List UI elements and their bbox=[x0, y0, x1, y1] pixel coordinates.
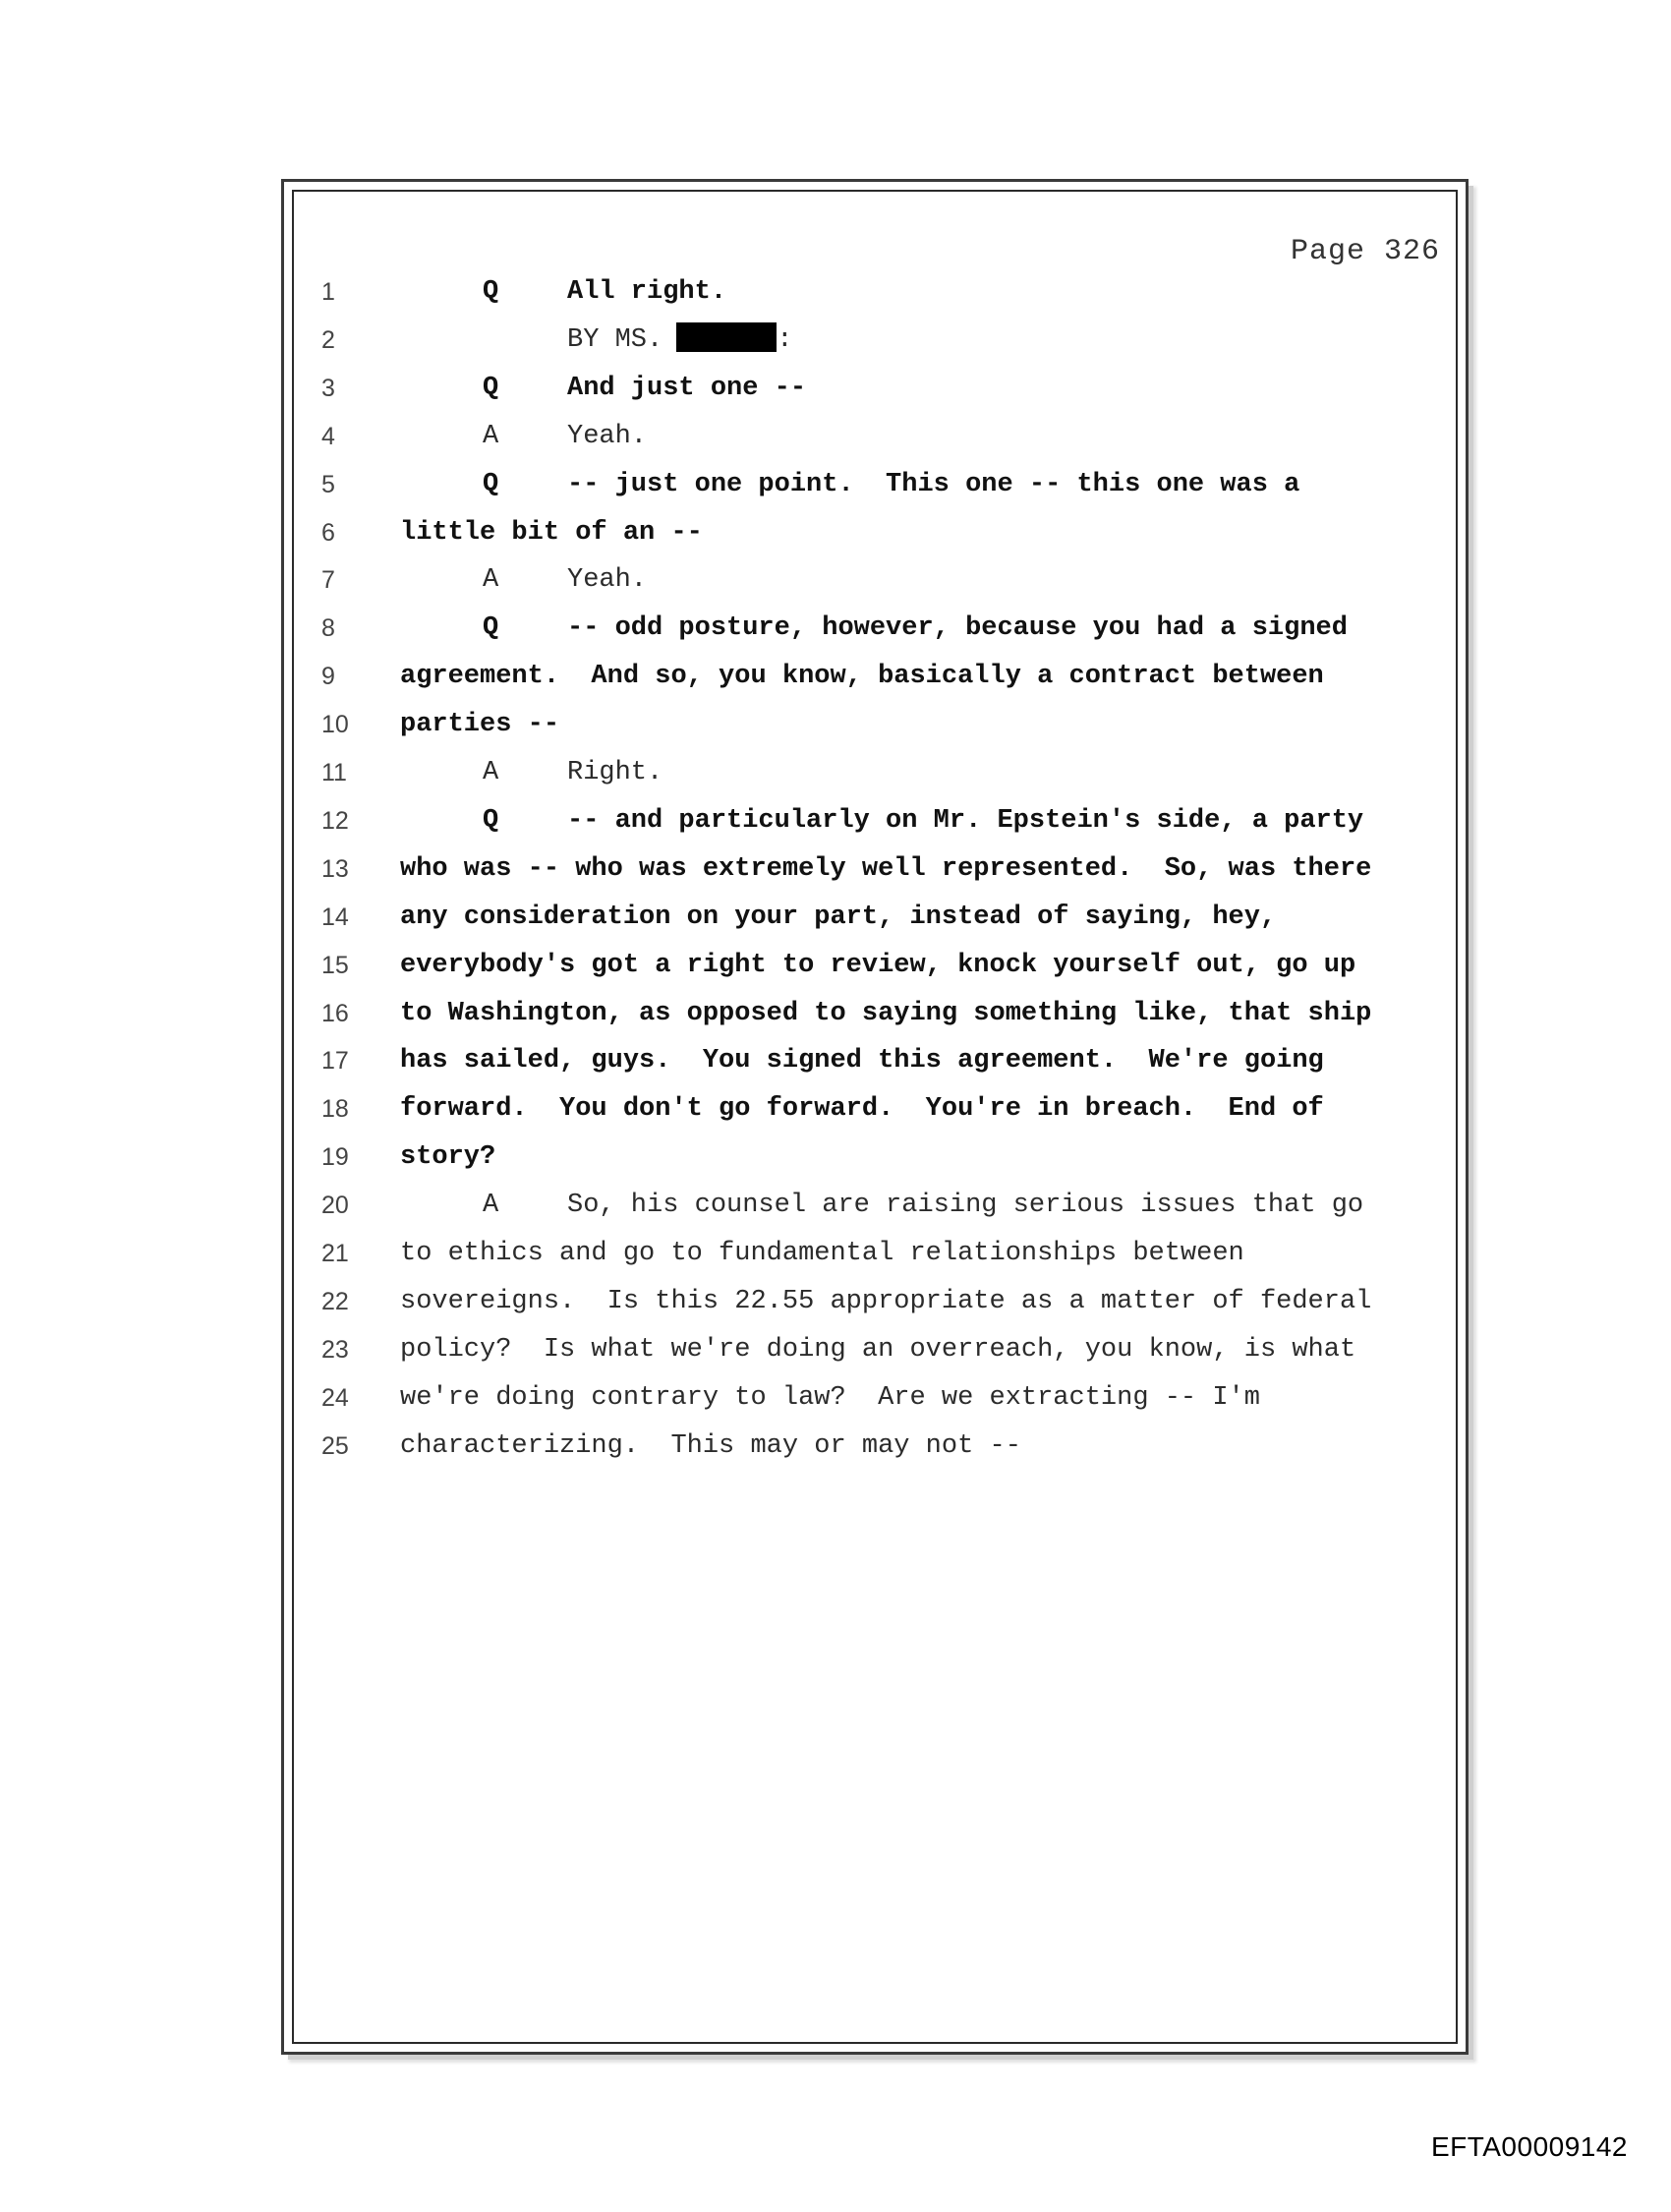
answer-marker: A bbox=[483, 422, 499, 451]
line-text: All right. bbox=[567, 277, 727, 307]
transcript-line bbox=[284, 1426, 1466, 1466]
question-marker: Q bbox=[483, 613, 499, 643]
transcript-line bbox=[284, 1041, 1466, 1080]
transcript-line bbox=[284, 1234, 1466, 1273]
line-text: Right. bbox=[567, 758, 663, 787]
question-marker: Q bbox=[483, 806, 499, 836]
line-text: -- odd posture, however, because you had a signed bbox=[567, 613, 1348, 643]
byline-suffix: : bbox=[777, 325, 793, 355]
line-number: 8 bbox=[321, 614, 335, 642]
question-marker: Q bbox=[483, 374, 499, 403]
transcript-line bbox=[284, 609, 1466, 648]
transcript-line bbox=[284, 1378, 1466, 1418]
transcript-page-frame bbox=[281, 179, 1469, 2055]
line-text: any consideration on your part, instead of saying, hey, bbox=[400, 902, 1277, 932]
line-number: 2 bbox=[321, 326, 335, 354]
transcript-line bbox=[284, 369, 1466, 408]
line-text: who was -- who was extremely well represented. So, was there bbox=[400, 854, 1372, 884]
line-text: everybody's got a right to review, knock yourself out, go up bbox=[400, 951, 1356, 980]
line-text: Yeah. bbox=[567, 422, 648, 451]
line-number: 4 bbox=[321, 423, 335, 450]
line-text: to ethics and go to fundamental relationships between bbox=[400, 1239, 1244, 1268]
line-text: agreement. And so, you know, basically a contract between bbox=[400, 662, 1324, 691]
transcript-line bbox=[284, 1330, 1466, 1369]
line-number: 10 bbox=[321, 711, 349, 738]
transcript-line bbox=[284, 657, 1466, 696]
redaction-block bbox=[676, 322, 777, 352]
line-number: 6 bbox=[321, 519, 335, 547]
transcript-line bbox=[284, 1282, 1466, 1321]
line-number: 20 bbox=[321, 1192, 349, 1219]
line-text: policy? Is what we're doing an overreach, you know, is what bbox=[400, 1335, 1356, 1365]
line-text: sovereigns. Is this 22.55 appropriate as a matter of federal bbox=[400, 1287, 1372, 1316]
document-id: EFTA00009142 bbox=[1430, 2131, 1628, 2162]
line-text: Yeah. bbox=[567, 565, 648, 595]
transcript-line bbox=[284, 417, 1466, 456]
transcript-line bbox=[284, 849, 1466, 889]
transcript-line bbox=[284, 801, 1466, 841]
transcript-line bbox=[284, 898, 1466, 937]
examiner-byline bbox=[567, 320, 792, 360]
line-text: characterizing. This may or may not -- bbox=[400, 1431, 1021, 1461]
transcript-line bbox=[284, 1186, 1466, 1225]
line-text: has sailed, guys. You signed this agreement. We're going bbox=[400, 1046, 1324, 1076]
line-text: forward. You don't go forward. You're in breach. End of bbox=[400, 1094, 1324, 1124]
line-number: 17 bbox=[321, 1047, 349, 1075]
line-text: And just one -- bbox=[567, 374, 807, 403]
line-number: 5 bbox=[321, 471, 335, 498]
answer-marker: A bbox=[483, 565, 499, 595]
answer-marker: A bbox=[483, 758, 499, 787]
question-marker: Q bbox=[483, 277, 499, 307]
transcript-line bbox=[284, 320, 1466, 360]
transcript-line bbox=[284, 1089, 1466, 1129]
line-number: 15 bbox=[321, 952, 349, 979]
page-number: Page 326 bbox=[1290, 235, 1440, 268]
line-number: 9 bbox=[321, 663, 335, 690]
transcript-line bbox=[284, 560, 1466, 600]
line-number: 3 bbox=[321, 375, 335, 402]
line-number: 21 bbox=[321, 1240, 349, 1267]
line-text: -- and particularly on Mr. Epstein's side, a party bbox=[567, 806, 1364, 836]
line-number: 7 bbox=[321, 566, 335, 594]
transcript-line bbox=[284, 705, 1466, 744]
line-number: 14 bbox=[321, 903, 349, 931]
line-text: story? bbox=[400, 1142, 496, 1172]
transcript-line bbox=[284, 465, 1466, 504]
transcript-line bbox=[284, 272, 1466, 312]
line-text: parties -- bbox=[400, 710, 560, 739]
transcript-line bbox=[284, 753, 1466, 792]
line-text: So, his counsel are raising serious issues that go bbox=[567, 1191, 1364, 1220]
byline-text: BY MS. bbox=[567, 325, 663, 355]
transcript-line bbox=[284, 994, 1466, 1033]
line-text: little bit of an -- bbox=[400, 518, 703, 548]
line-number: 12 bbox=[321, 807, 349, 835]
transcript-line bbox=[284, 946, 1466, 985]
line-number: 19 bbox=[321, 1143, 349, 1171]
line-text: we're doing contrary to law? Are we extracting -- I'm bbox=[400, 1383, 1260, 1413]
line-number: 16 bbox=[321, 1000, 349, 1027]
line-text: to Washington, as opposed to saying something like, that ship bbox=[400, 999, 1372, 1028]
line-number: 22 bbox=[321, 1288, 349, 1315]
line-number: 18 bbox=[321, 1095, 349, 1123]
answer-marker: A bbox=[483, 1191, 499, 1220]
transcript-line bbox=[284, 513, 1466, 553]
line-number: 24 bbox=[321, 1384, 349, 1412]
line-number: 25 bbox=[321, 1432, 349, 1460]
question-marker: Q bbox=[483, 470, 499, 499]
transcript-line bbox=[284, 1137, 1466, 1177]
line-number: 23 bbox=[321, 1336, 349, 1364]
line-number: 11 bbox=[321, 759, 347, 786]
line-text: -- just one point. This one -- this one was a bbox=[567, 470, 1300, 499]
line-number: 1 bbox=[321, 278, 335, 306]
line-number: 13 bbox=[321, 855, 349, 883]
